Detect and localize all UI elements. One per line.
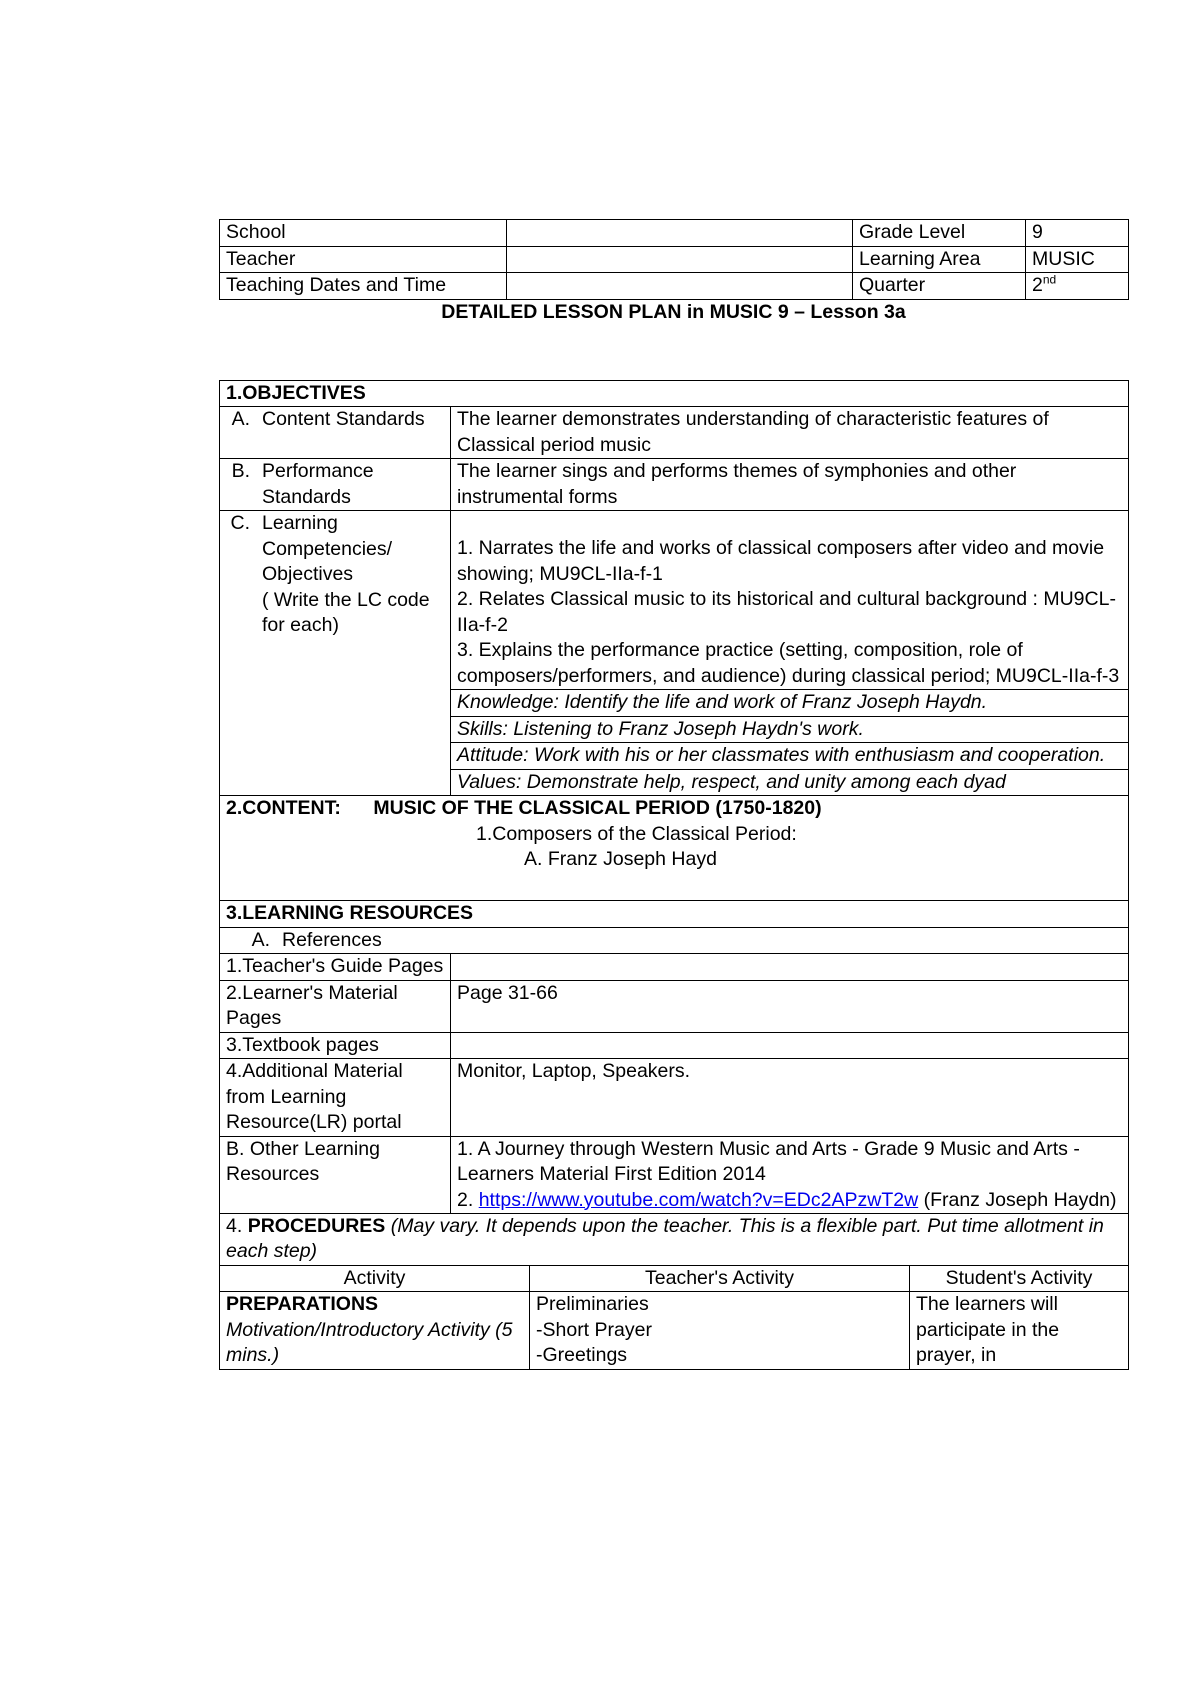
learning-area-label: Learning Area: [853, 246, 1026, 273]
learners-material-label: 2.Learner's Material Pages: [220, 980, 451, 1032]
header-table: [219, 219, 1129, 300]
performance-standards-label: B. Performance Standards: [231, 460, 374, 508]
header-row-dates: [220, 273, 1129, 300]
other-resource-1: 1. A Journey through Western Music and Arts - Grade 9 Music and Arts - Learners Material First Edition 2014: [457, 1137, 1080, 1185]
objectives-heading-row: [220, 380, 1129, 407]
grade-level-label: Grade Level: [853, 220, 1026, 247]
procedures-columns-row: [220, 1265, 1129, 1292]
procedures-note: (May vary. It depends upon the teacher. This is a flexible part. Put time allotment in each step): [226, 1214, 1104, 1262]
resources-heading-row: [220, 901, 1129, 928]
header-row-teacher: [220, 246, 1129, 273]
youtube-link[interactable]: https://www.youtube.com/watch?v=EDc2APzwT2w: [478, 1188, 919, 1211]
references-row: [220, 927, 1129, 954]
teacher-activity-1: Preliminaries: [536, 1293, 649, 1315]
page-title: DETAILED LESSON PLAN in MUSIC 9 – Lesson 3a: [441, 300, 906, 323]
other-resources-label: B. Other Learning Resources: [220, 1136, 451, 1214]
content-sub-2: A. Franz Joseph Hayd: [524, 848, 717, 870]
grade-level-value: 9: [1026, 220, 1129, 247]
content-row: [220, 796, 1129, 901]
procedures-heading: PROCEDURES: [247, 1214, 386, 1237]
content-topic: MUSIC OF THE CLASSICAL PERIOD (1750-1820): [373, 797, 822, 819]
teacher-label: Teacher: [220, 246, 507, 273]
dates-value: [507, 273, 853, 300]
textbook-value: [451, 1032, 1129, 1059]
col-student-activity: Student's Activity: [910, 1265, 1129, 1292]
additional-material-label: 4.Additional Material from Learning Resource(LR) portal: [220, 1059, 451, 1137]
procedures-table: [219, 1213, 1129, 1370]
objectives-heading: 1.OBJECTIVES: [220, 380, 1129, 407]
competencies-row: [220, 511, 1129, 690]
content-sub-1: 1.Composers of the Classical Period:: [476, 822, 797, 845]
preparations-title: PREPARATIONS: [226, 1293, 379, 1315]
additional-material-row: [220, 1059, 1129, 1137]
school-label: School: [220, 220, 507, 247]
procedures-heading-row: [220, 1213, 1129, 1265]
competencies-note: ( Write the LC code for each): [262, 588, 430, 636]
other-resource-2: 2. https://www.youtube.com/watch?v=EDc2APzwT2w (Franz Joseph Haydn): [457, 1188, 1117, 1211]
lesson-table: [219, 380, 1129, 1215]
teachers-guide-row: [220, 954, 1129, 981]
content-standards-label: A. Content Standards: [231, 408, 425, 430]
content-standards-text: The learner demonstrates understanding of characteristic features of Classical period music: [451, 407, 1129, 459]
col-teacher-activity: Teacher's Activity: [530, 1265, 910, 1292]
quarter-number: 2: [1032, 274, 1043, 296]
knowledge-objective: Knowledge: Identify the life and work of Franz Joseph Haydn.: [451, 690, 1129, 717]
competency-2: 2. Relates Classical music to its historical and cultural background : MU9CL-IIa-f-2: [457, 588, 1116, 636]
performance-standards-row: [220, 459, 1129, 511]
teachers-guide-label: 1.Teacher's Guide Pages: [220, 954, 451, 981]
student-activity-text: The learners will participate in the prayer, in: [910, 1292, 1129, 1370]
header-row-school: [220, 220, 1129, 247]
values-objective: Values: Demonstrate help, respect, and unity among each dyad: [451, 769, 1129, 796]
preparations-subtitle: Motivation/Introductory Activity (5 mins.): [226, 1318, 513, 1366]
preparations-row: [220, 1292, 1129, 1370]
teacher-activity-2: -Short Prayer: [536, 1318, 652, 1341]
teacher-activity-3: -Greetings: [536, 1344, 628, 1366]
quarter-label: Quarter: [853, 273, 1026, 300]
competency-3: 3. Explains the performance practice (setting, composition, role of composers/performers, and audience) during classical period; MU9CL-IIa-f-3: [457, 639, 1120, 687]
school-value: [507, 220, 853, 247]
content-standards-row: [220, 407, 1129, 459]
resources-heading: 3.LEARNING RESOURCES: [220, 901, 1129, 928]
competencies-label: C. Learning Competencies/ Objectives ( Write the LC code for each): [230, 512, 430, 636]
lesson-plan-page: [219, 219, 1128, 1370]
competencies-label-text: Learning Competencies/ Objectives: [262, 512, 393, 585]
teacher-value: [507, 246, 853, 273]
teachers-guide-value: [451, 954, 1129, 981]
skills-objective: Skills: Listening to Franz Joseph Haydn's work.: [451, 716, 1129, 743]
textbook-label: 3.Textbook pages: [220, 1032, 451, 1059]
attitude-objective: Attitude: Work with his or her classmates with enthusiasm and cooperation.: [451, 743, 1129, 770]
dates-label: Teaching Dates and Time: [220, 273, 507, 300]
quarter-value: [1026, 273, 1129, 300]
references-label: A. References: [251, 928, 382, 951]
additional-material-value: Monitor, Laptop, Speakers.: [451, 1059, 1129, 1137]
other-resources-row: [220, 1136, 1129, 1214]
learners-material-row: [220, 980, 1129, 1032]
learners-material-value: Page 31-66: [451, 980, 1129, 1032]
quarter-suffix: nd: [1042, 272, 1057, 287]
content-heading: 2.CONTENT: MUSIC OF THE CLASSICAL PERIOD (1750-1820): [226, 797, 822, 819]
learning-area-value: MUSIC: [1026, 246, 1129, 273]
procedures-number: 4.: [226, 1214, 248, 1237]
textbook-row: [220, 1032, 1129, 1059]
col-activity: Activity: [220, 1265, 530, 1292]
competency-1: 1. Narrates the life and works of classical composers after video and movie showing; MU9CL-IIa-f-1: [457, 537, 1105, 585]
performance-standards-text: The learner sings and performs themes of symphonies and other instrumental forms: [451, 459, 1129, 511]
